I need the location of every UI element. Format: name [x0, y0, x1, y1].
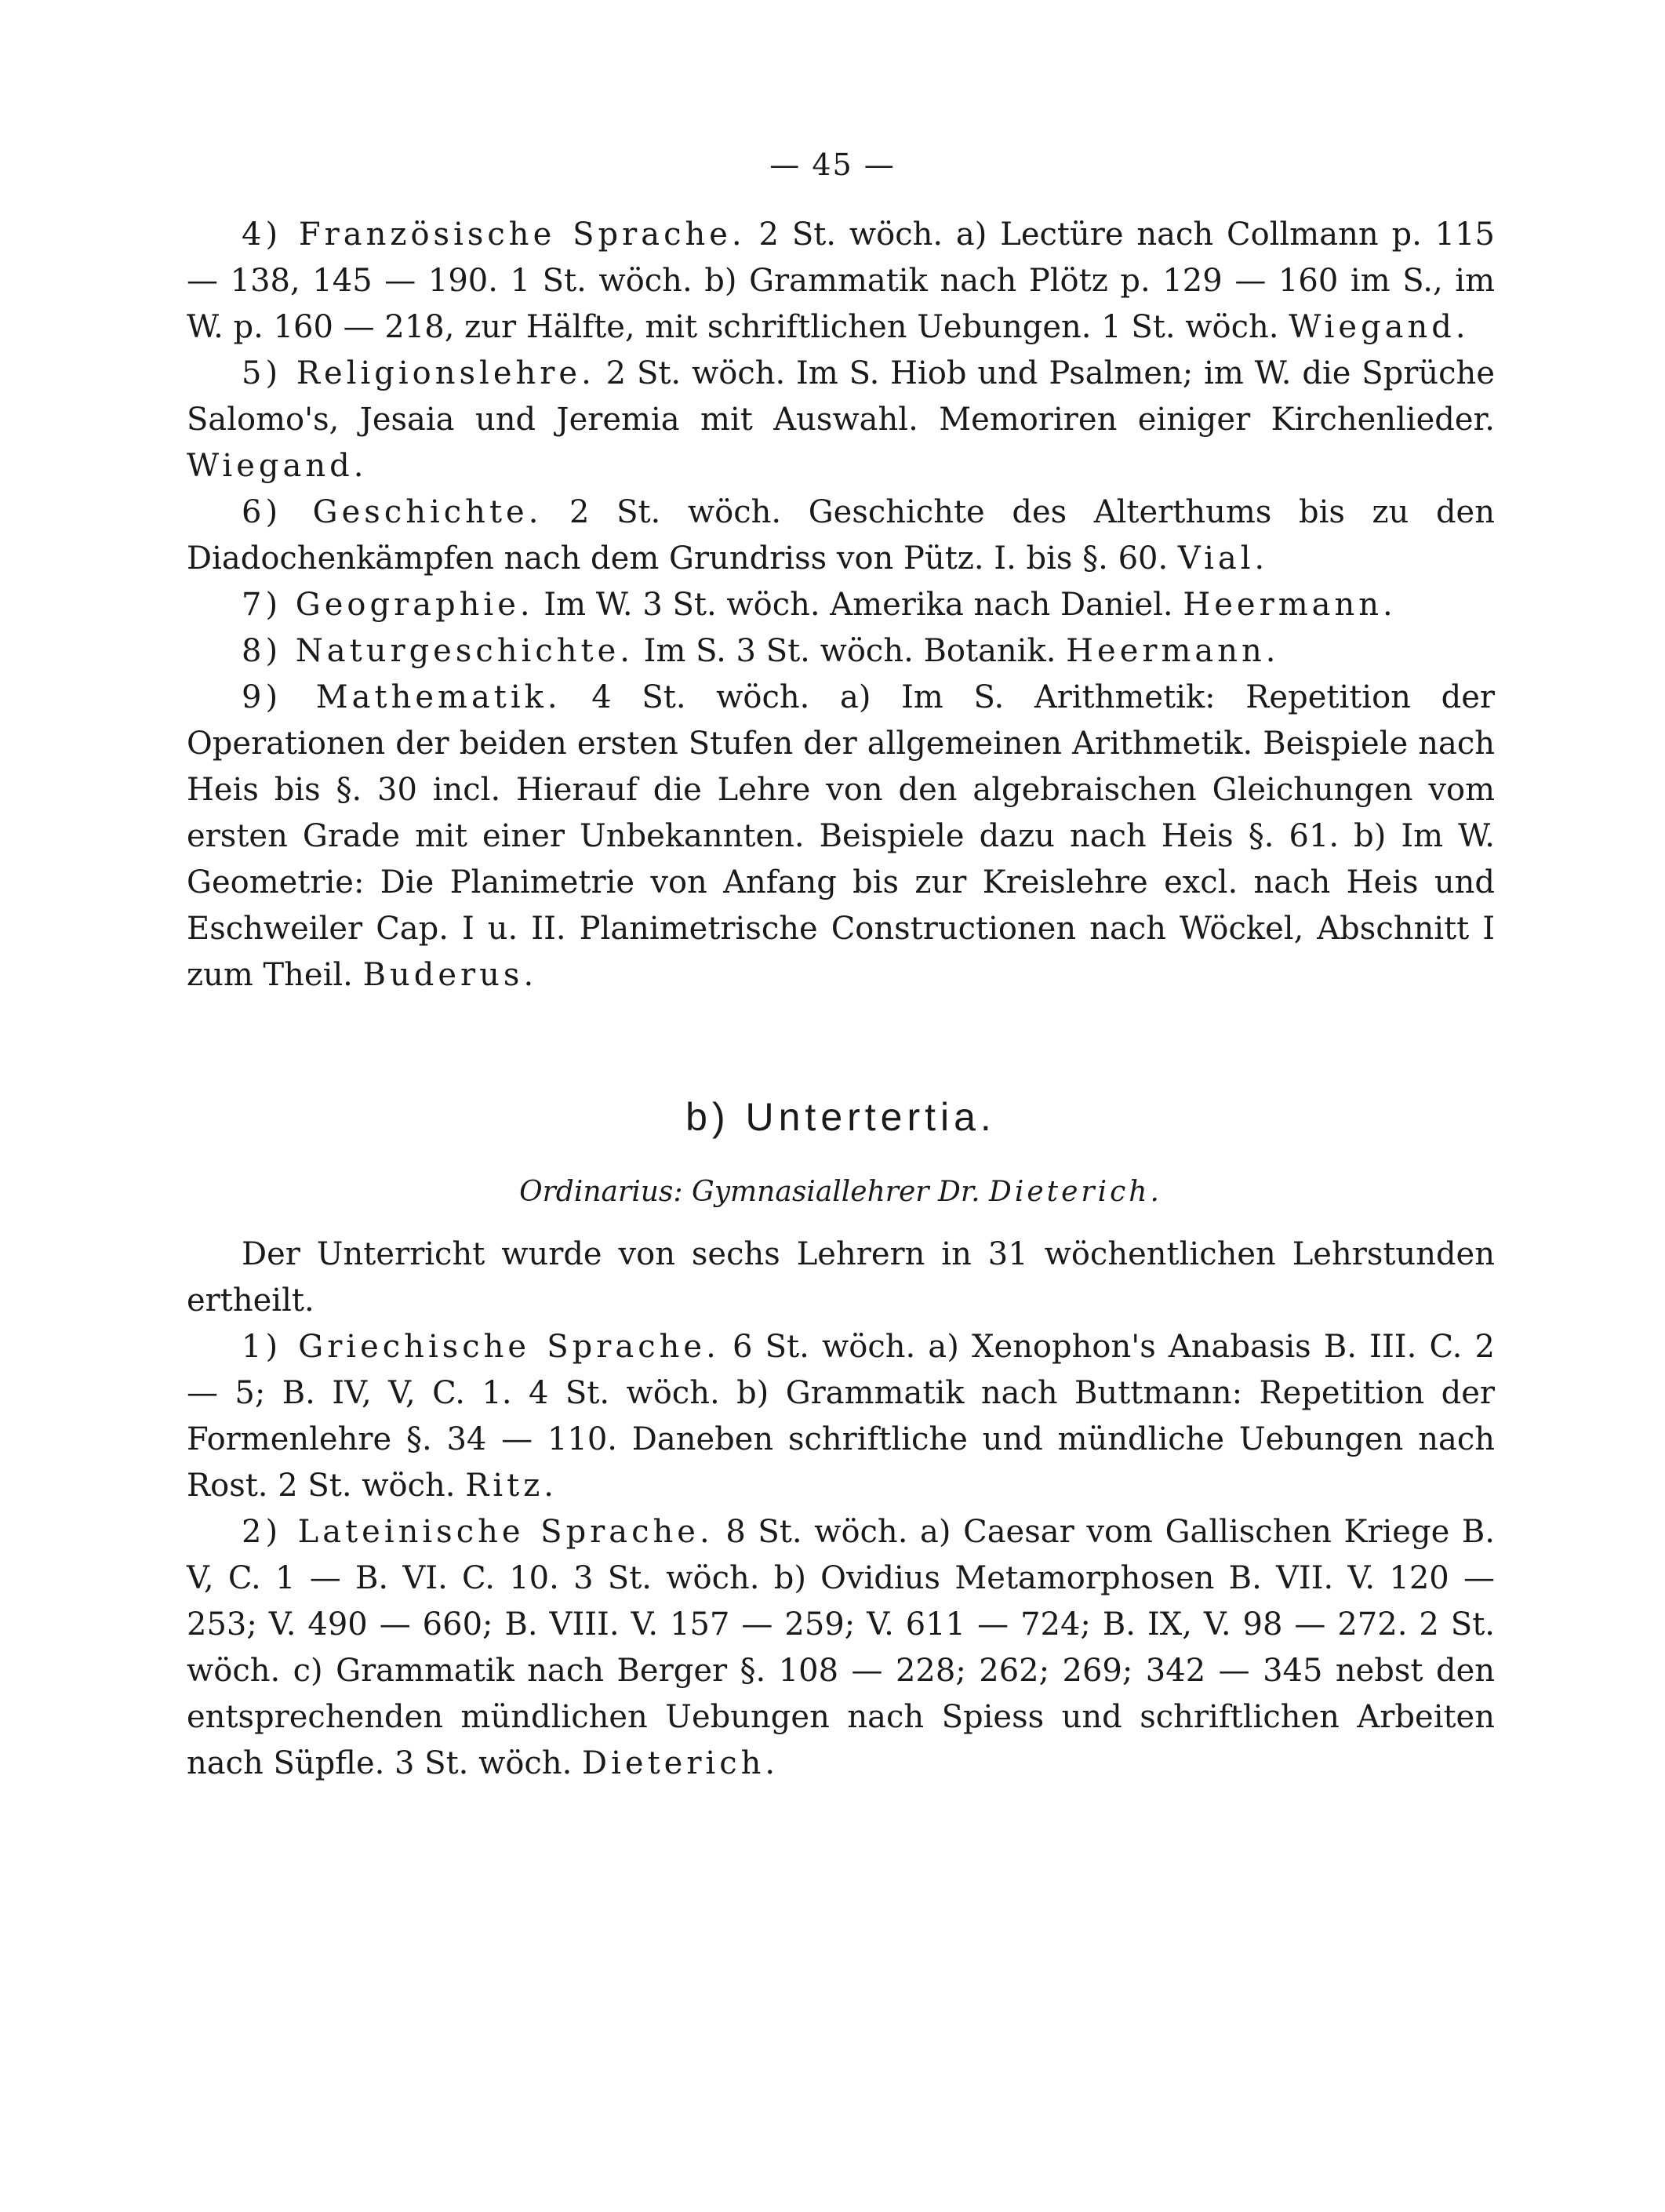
teacher-name: Ritz. [465, 1468, 558, 1504]
subject-label: 4) Französische Sprache. [242, 216, 746, 253]
subject-text: 6 St. wöch. a) Xenophon's Anabasis B. III. C. 2 — 5; B. IV, V, C. 1. 4 St. wöch. b) Grammatik nach Buttmann: Repetition der Formenlehre §. 34 — 110. Daneben schriftliche und mündliche Uebungen nach Rost. 2 St. wöch. [187, 1329, 1495, 1504]
subject-label: 2) Lateinische Sprache. [242, 1514, 714, 1550]
subject-label: 6) Geschichte. [242, 494, 543, 530]
teacher-name: Heermann. [1183, 587, 1397, 623]
subject-religion [187, 351, 1495, 489]
teacher-name: Heermann. [1066, 633, 1280, 669]
subject-text: 2 St. wöch. a) Lectüre nach Collmann p. 115 — 138, 145 — 190. 1 St. wöch. b) Grammatik nach Plötz p. 129 — 160 im S., im W. p. 160 — 218, zur Hälfte, mit schriftlichen Uebungen. 1 St. wöch. [187, 216, 1495, 345]
subject-label: 8) Naturgeschichte. [242, 633, 634, 669]
teacher-name: Dieterich. [582, 1745, 780, 1781]
ordinarius-label: Ordinarius: Gymnasiallehrer Dr. [519, 1176, 989, 1208]
intro-paragraph: Der Unterricht wurde von sechs Lehrern in 31 wöchentlichen Lehrstunden ertheilt. [187, 1236, 1495, 1319]
subject-latin [187, 1509, 1495, 1787]
section-untertertia [187, 1094, 1495, 1787]
subject-label: 1) Griechische Sprache. [242, 1329, 720, 1365]
teacher-name: Wiegand. [187, 448, 368, 484]
subject-text: 2 St. wöch. Im S. Hiob und Psalmen; im W. die Sprüche Salomo's, Jesaia und Jeremia mit Auswahl. Memoriren einiger Kirchenlieder. [187, 355, 1495, 438]
subject-text: Im W. 3 St. wöch. Amerika nach Daniel. [533, 587, 1183, 623]
teacher-name: Wiegand. [1289, 309, 1470, 345]
subject-geography [187, 582, 1495, 628]
section-obertertia-continued [187, 212, 1495, 999]
ordinarius-line [187, 1176, 1495, 1208]
page-number: — 45 — [769, 147, 896, 182]
subject-history [187, 489, 1495, 582]
subject-mathematics [187, 675, 1495, 999]
teacher-name: Vial. [1177, 540, 1269, 577]
ordinarius-name: Dieterich. [988, 1176, 1162, 1208]
section-heading: b) Untertertia. [685, 1095, 996, 1139]
subject-text: Im S. 3 St. wöch. Botanik. [633, 633, 1067, 669]
subject-text: 8 St. wöch. a) Caesar vom Gallischen Kriege B. V, C. 1 — B. VI. C. 10. 3 St. wöch. b) Ovidius Metamorphosen B. VII. V. 120 — 253; V. 490 — 660; B. VIII. V. 157 — 259; V. 611 — 724; B. IX, V. 98 — 272. 2 St. wöch. c) Grammatik nach Berger §. 108 — 228; 262; 269; 342 — 345 nebst den entsprechenden mündlichen Uebungen nach Spiess und schriftlichen Arbeiten nach Süpfle. 3 St. wöch. [187, 1514, 1495, 1781]
subject-greek [187, 1324, 1495, 1509]
subject-natural-history [187, 628, 1495, 675]
subject-text: 4 St. wöch. a) Im S. Arithmetik: Repetition der Operationen der beiden ersten Stufen der allgemeinen Arithmetik. Beispiele nach Heis bis §. 30 incl. Hierauf die Lehre von den algebraischen Gleichungen vom ersten Grade mit einer Unbekannten. Beispiele dazu nach Heis §. 61. b) Im W. Geometrie: Die Planimetrie von Anfang bis zur Kreislehre excl. nach Heis und Eschweiler Cap. I u. II. Planimetrische Constructionen nach Wöckel, Abschnitt I zum Theil. [187, 679, 1495, 993]
teacher-name: Buderus. [362, 957, 538, 993]
subject-text: 2 St. wöch. Geschichte des Alterthums bis zu den Diadochenkämpfen nach dem Grundriss von Pütz. I. bis §. 60. [187, 494, 1495, 577]
subject-french [187, 212, 1495, 351]
subject-label: 5) Religionslehre. [242, 355, 595, 391]
subject-label: 7) Geographie. [242, 587, 534, 623]
subject-label: 9) Mathematik. [242, 679, 562, 715]
